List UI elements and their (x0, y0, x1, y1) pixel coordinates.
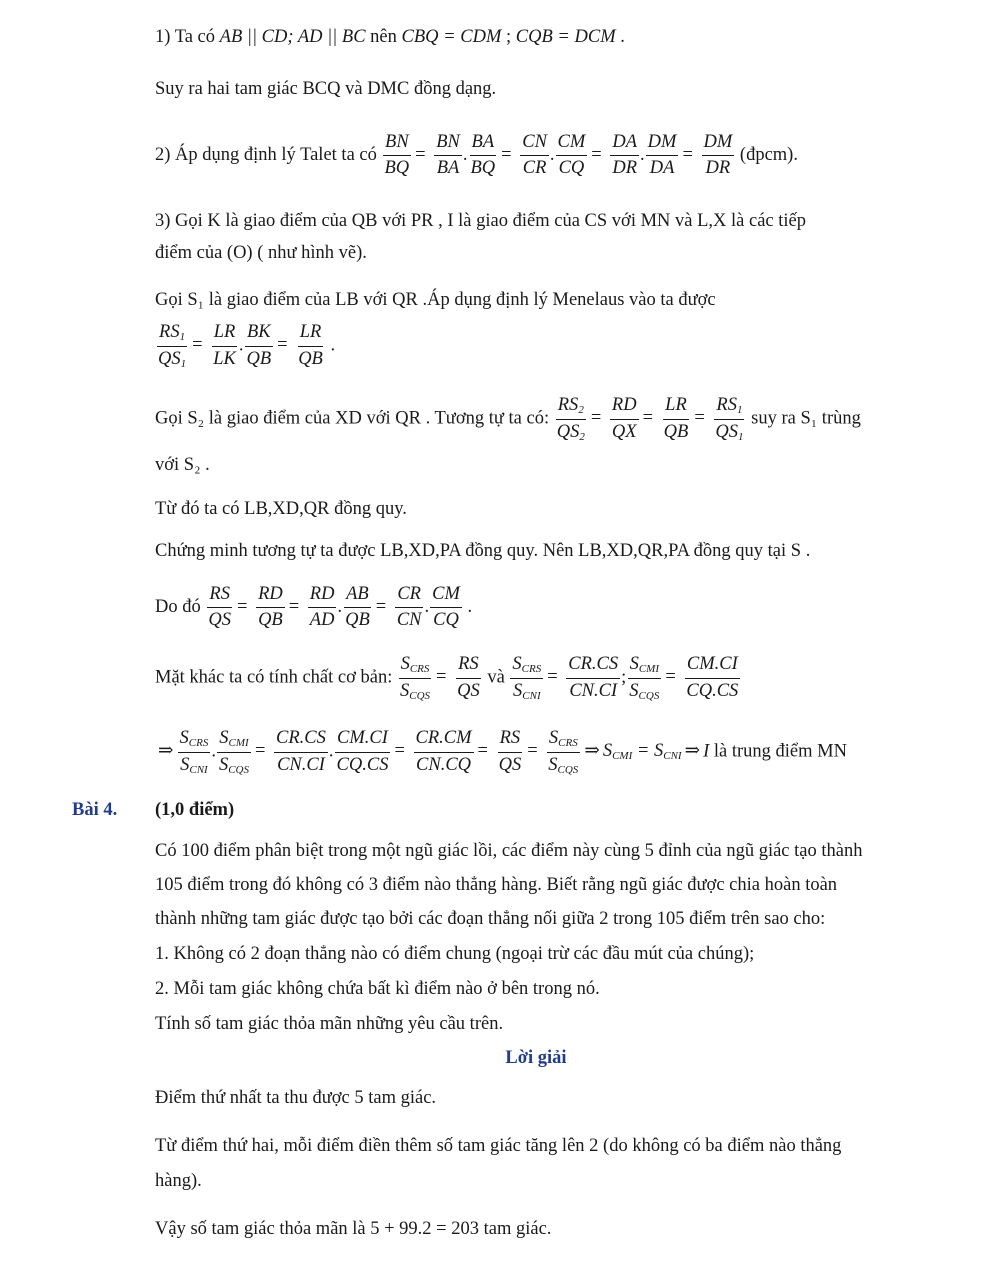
menelaus-formula: $\frac{RS_1}{QS_1}$ = $\frac{LR}{LK}$ . $\frac{BK}{QB}$ = $\frac{LR}{QB}$ . (158, 322, 336, 370)
part-3-line: 3) Gọi K là giao điểm của QB với PR , I là giao điểm của CS với MN và L,X là các tiếp (155, 211, 806, 231)
s2-conclusion: suy ra S₁ trùng (751, 408, 861, 429)
solution-answer: Vậy số tam giác thỏa mãn là 5 + 99.2 = 203 tam giác. (155, 1219, 552, 1239)
problem-condition-1: 1. Không có 2 đoạn thẳng nào có điểm chung (ngoại trừ các đầu mút của chúng); (155, 944, 755, 964)
item-1-conj: nên (370, 27, 397, 47)
s2-line-2: với S₂ . (155, 455, 210, 475)
midpoint-conclusion: là trung điểm MN (713, 741, 847, 762)
math-parallel: AB || CD; AD || BC (219, 27, 366, 47)
area-property-line: Mặt khác ta có tính chất cơ bản: $S_{CRS}$ $S_{CQS}$ = $\frac{RS}{QS}$ và $S_{CRS}$ $S_{CNI}$ = $\frac{CR.CS}{CN.CI}$ ; $S_{CMI}$ $S_{CQS}$ = $\frac{CM.CI}{CQ.CS}$ (155, 654, 739, 702)
math-angle-eq: CBQ = CDM (401, 27, 502, 47)
talet-line: 2) Áp dụng định lý Talet ta có $\frac{BN}{BQ}$ = $\frac{BN}{BA}$ . $\frac{BA}{BQ}$ = $\frac{CN}{CR}$ . $\frac{CM}{CQ}$ = $\frac{DA}{DR}$ . $\frac{DM}{DA}$ = $\frac{DM}{DR}$ (đpcm). (155, 132, 798, 179)
part-3-line-2: điểm của (O) ( như hình vẽ). (155, 243, 367, 263)
item-1-label: 1) Ta có (155, 27, 216, 47)
concurrent-line-2: Chứng minh tương tự ta được LB,XD,PA đồng quy. Nên LB,XD,QR,PA đồng quy tại S . (155, 541, 811, 561)
problem-text-2: 105 điểm trong đó không có 3 điểm nào thẳng hàng. Biết rằng ngũ giác được chia hoàn toàn (155, 875, 838, 895)
solution-line-1: Điểm thứ nhất ta thu được 5 tam giác. (155, 1088, 437, 1108)
and-word: và (487, 667, 505, 688)
ratio-intro: Do đó (155, 597, 201, 618)
ratio-line: Do đó $\frac{RS}{QS}$ = $\frac{RD}{QB}$ = $\frac{RD}{AD}$ . $\frac{AB}{QB}$ = $\frac{CR}{CN}$ . $\frac{CM}{CQ}$ . (155, 584, 473, 631)
midpoint-line: ⇒ $S_{CRS}$ $S_{CNI}$ . $S_{CMI}$ $S_{CQS}$ = $\frac{CR.CS}{CN.CI}$ . $\frac{CM.CI}{CQ.CS}$ = $\frac{CR.CM}{CN.CQ}$ = $\frac{RS}{QS}$ = $S_{CRS}$ $S_{CQS}$ ⇒ $S_{CMI} = S_{CNI}$ ⇒ I là trung điểm MN (158, 728, 847, 776)
problem-question: Tính số tam giác thỏa mãn những yêu cầu trên. (155, 1014, 504, 1034)
s2-line: Gọi S₂ là giao điểm của XD với QR . Tương tự ta có: $\frac{RS_2}{QS_2}$ = $\frac{RD}{QX}$ = $\frac{LR}{QB}$ = $\frac{RS_1}{QS_1}$ suy ra S₁ trùng (155, 395, 861, 443)
concurrent-line: Từ đó ta có LB,XD,QR đồng quy. (155, 499, 407, 519)
similar-triangles-line: Suy ra hai tam giác BCQ và DMC đồng dạng. (155, 79, 497, 99)
qed-mark: (đpcm). (739, 145, 798, 166)
item-1-line: 1) Ta có AB || CD; AD || BC nên CBQ = CDM ; CQB = DCM . (155, 27, 625, 47)
problem-score: (1,0 điểm) (155, 800, 235, 820)
talet-intro: 2) Áp dụng định lý Talet ta có (155, 145, 377, 166)
solution-heading: Lời giải (505, 1048, 567, 1068)
area-intro: Mặt khác ta có tính chất cơ bản: (155, 667, 393, 688)
problem-text-3: thành những tam giác được tạo bởi các đoạn thẳng nối giữa 2 trong 105 điểm trên sao cho: (155, 909, 826, 929)
solution-line-3: hàng). (155, 1171, 202, 1191)
problem-label: Bài 4. (72, 800, 118, 820)
solution-line-2: Từ điểm thứ hai, mỗi điểm điền thêm số tam giác tăng lên 2 (do không có ba điểm nào thẳng (155, 1136, 842, 1156)
s2-intro: Gọi S₂ là giao điểm của XD với QR . Tương tự ta có: (155, 408, 550, 429)
problem-text-1: Có 100 điểm phân biệt trong một ngũ giác lồi, các điểm này cùng 5 đỉnh của ngũ giác tạo thành (155, 841, 863, 861)
menelaus-line: Gọi S₁ là giao điểm của LB với QR .Áp dụng định lý Menelaus vào ta được (155, 290, 716, 310)
problem-condition-2: 2. Mỗi tam giác không chứa bất kì điểm nào ở bên trong nó. (155, 979, 600, 999)
